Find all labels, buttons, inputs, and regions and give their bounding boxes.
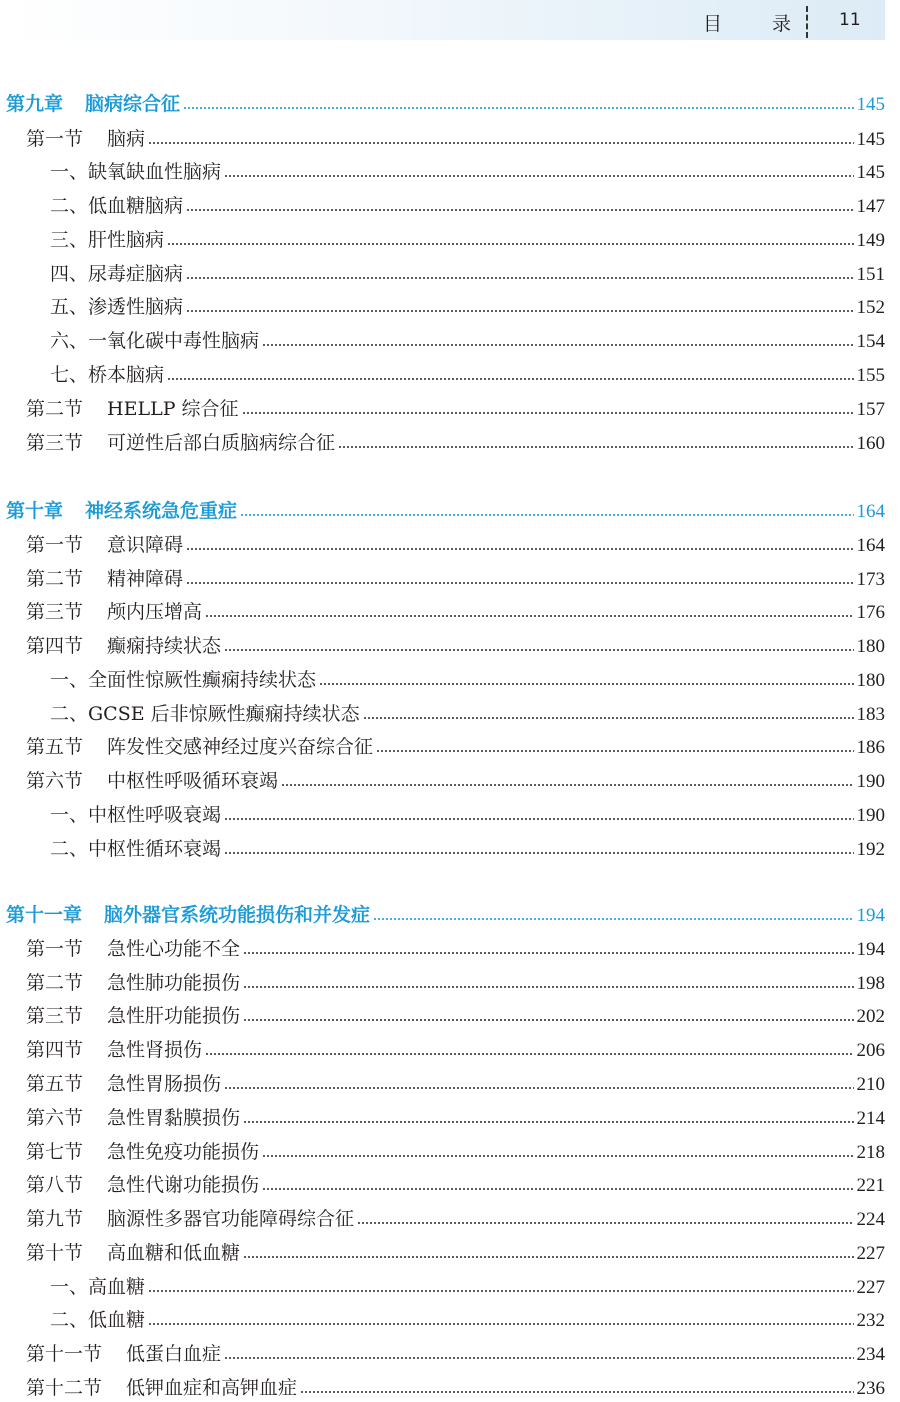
- toc-entry-title: 高血糖和低血糖: [107, 1242, 241, 1264]
- toc-entry-number: 第二节: [26, 398, 84, 420]
- toc-entry-label: [50, 800, 221, 827]
- dot-leader: [224, 852, 853, 854]
- header-title: 目 录: [703, 13, 814, 35]
- toc-entry-label: [26, 766, 278, 793]
- toc-page-number: 176: [856, 602, 885, 623]
- toc-entry-title: 七、桥本脑病: [50, 364, 165, 386]
- toc-entry-label: [26, 1339, 221, 1366]
- toc-entry-title: 可逆性后部白质脑病综合征: [107, 432, 336, 454]
- toc-entry-title: 二、GCSE 后非惊厥性癫痫持续状态: [50, 703, 360, 725]
- toc-entry-number: 第十一节: [26, 1343, 103, 1365]
- page-header: [5, 0, 885, 40]
- toc-chapter-row[interactable]: [6, 496, 885, 523]
- toc-item-row[interactable]: [50, 225, 885, 252]
- toc-entry-label: [26, 1137, 259, 1164]
- toc-section-row[interactable]: [26, 1373, 885, 1400]
- toc-entry-number: 第八节: [26, 1174, 84, 1196]
- toc-page-number: 155: [856, 365, 885, 386]
- toc-page-number: 202: [856, 1006, 885, 1027]
- toc-page-number: 232: [856, 1310, 885, 1331]
- toc-page-number: 227: [856, 1277, 885, 1298]
- dot-leader: [243, 1019, 853, 1021]
- dot-leader: [243, 1121, 853, 1123]
- toc-entry-title: 脑病综合征: [85, 93, 181, 115]
- dot-leader: [167, 243, 853, 245]
- toc-entry-number: 第十二节: [26, 1377, 103, 1399]
- toc-entry-label: [50, 292, 183, 319]
- toc-section-row[interactable]: [26, 1170, 885, 1197]
- toc-item-row[interactable]: [50, 1305, 885, 1332]
- toc-entry-title: 中枢性呼吸循环衰竭: [107, 770, 279, 792]
- toc-entry-title: 三、肝性脑病: [50, 229, 165, 251]
- toc-section-row[interactable]: [26, 1238, 885, 1265]
- toc-page-number: 160: [856, 433, 885, 454]
- toc-entry-label: [50, 665, 316, 692]
- dot-leader: [376, 750, 853, 752]
- dot-leader: [186, 548, 853, 550]
- dot-leader: [224, 175, 853, 177]
- toc-section-row[interactable]: [26, 1069, 885, 1096]
- dot-leader: [338, 446, 853, 448]
- toc-page-number: 214: [856, 1108, 885, 1129]
- toc-entry-title: 急性肺功能损伤: [107, 972, 241, 994]
- toc-item-row[interactable]: [50, 191, 885, 218]
- toc-chapter-row[interactable]: [6, 900, 885, 927]
- toc-item-row[interactable]: [50, 326, 885, 353]
- dot-leader: [262, 1188, 853, 1190]
- dot-leader: [243, 986, 853, 988]
- toc-page-number: 164: [856, 535, 885, 556]
- toc-entry-label: [26, 1373, 297, 1400]
- toc-entry-label: [26, 934, 240, 961]
- toc-entry-label: [50, 157, 221, 184]
- toc-entry-title: 六、一氧化碳中毒性脑病: [50, 330, 260, 352]
- toc-entry-title: 意识障碍: [107, 534, 184, 556]
- toc-item-row[interactable]: [50, 292, 885, 319]
- toc-entry-number: 第一节: [26, 938, 84, 960]
- toc-entry-label: [50, 191, 183, 218]
- toc-entry-label: [26, 1069, 221, 1096]
- toc-entry-title: 急性免疫功能损伤: [107, 1141, 260, 1163]
- toc-page-number: 224: [856, 1209, 885, 1230]
- toc-entry-title: 精神障碍: [107, 568, 184, 590]
- toc-page-number: 154: [856, 331, 885, 352]
- toc-entry-title: HELLP 综合征: [107, 398, 239, 420]
- toc-page-number: 145: [856, 162, 885, 183]
- toc-entry-label: [26, 1204, 354, 1231]
- toc-entry-title: 五、渗透性脑病: [50, 296, 184, 318]
- toc-entry-title: 二、低血糖脑病: [50, 195, 184, 217]
- toc-item-row[interactable]: [50, 699, 885, 726]
- toc-entry-number: 第五节: [26, 736, 84, 758]
- toc-page-number: 218: [856, 1142, 885, 1163]
- toc-item-row[interactable]: [50, 800, 885, 827]
- toc-entry-number: 第二节: [26, 568, 84, 590]
- dot-leader: [262, 1155, 853, 1157]
- toc-entry-title: 急性代谢功能损伤: [107, 1174, 260, 1196]
- toc-entry-label: [26, 394, 239, 421]
- toc-chapter-row[interactable]: [6, 89, 885, 116]
- dot-leader: [224, 1357, 853, 1359]
- toc-entry-title: 急性肝功能损伤: [107, 1005, 241, 1027]
- toc-page-number: 147: [856, 196, 885, 217]
- toc-entry-label: [26, 124, 145, 151]
- toc-entry-label: [50, 259, 183, 286]
- toc-entry-title: 急性胃黏膜损伤: [107, 1107, 241, 1129]
- toc-item-row[interactable]: [50, 834, 885, 861]
- toc-item-row[interactable]: [50, 360, 885, 387]
- toc-item-row[interactable]: [50, 1272, 885, 1299]
- toc-entry-label: [26, 1035, 202, 1062]
- toc-page-number: 149: [856, 230, 885, 251]
- toc-entry-label: [26, 732, 373, 759]
- toc-entry-title: 一、高血糖: [50, 1276, 146, 1298]
- toc-page-number: 180: [856, 636, 885, 657]
- dot-leader: [186, 277, 853, 279]
- toc-section-row[interactable]: [26, 1204, 885, 1231]
- toc-entry-number: 第三节: [26, 601, 84, 623]
- toc-entry-number: 第四节: [26, 1039, 84, 1061]
- toc-section-row[interactable]: [26, 1103, 885, 1130]
- dot-leader: [243, 1256, 853, 1258]
- toc-entry-number: 第七节: [26, 1141, 84, 1163]
- toc-section-row[interactable]: [26, 1339, 885, 1366]
- toc-entry-label: [50, 699, 360, 726]
- toc-section-row[interactable]: [26, 1137, 885, 1164]
- toc-page-number: 206: [856, 1040, 885, 1061]
- toc-entry-number: 第一节: [26, 128, 84, 150]
- toc-page-number: 157: [856, 399, 885, 420]
- dot-leader: [224, 649, 853, 651]
- toc-entry-title: 阵发性交感神经过度兴奋综合征: [107, 736, 374, 758]
- toc-entry-title: 一、全面性惊厥性癫痫持续状态: [50, 669, 317, 691]
- toc-entry-number: 第九节: [26, 1208, 84, 1230]
- toc-section-row[interactable]: [26, 968, 885, 995]
- toc-entry-title: 一、缺氧缺血性脑病: [50, 161, 222, 183]
- toc-page-number: 198: [856, 973, 885, 994]
- toc-entry-number: 第二节: [26, 972, 84, 994]
- dot-leader: [224, 818, 853, 820]
- toc-entry-label: [6, 89, 180, 116]
- toc-entry-title: 低蛋白血症: [126, 1343, 222, 1365]
- dot-leader: [319, 683, 853, 685]
- toc-entry-label: [26, 428, 335, 455]
- toc-section-row[interactable]: [26, 564, 885, 591]
- toc-item-row[interactable]: [50, 259, 885, 286]
- toc-section-row[interactable]: [26, 766, 885, 793]
- toc-entry-title: 癫痫持续状态: [107, 635, 222, 657]
- dot-leader: [224, 1087, 853, 1089]
- toc-entry-title: 神经系统急危重症: [85, 500, 238, 522]
- toc-entry-title: 急性肾损伤: [107, 1039, 203, 1061]
- toc-entry-title: 脑源性多器官功能障碍综合征: [107, 1208, 355, 1230]
- toc-entry-number: 第六节: [26, 1107, 84, 1129]
- toc-page-number: 183: [856, 704, 885, 725]
- dot-leader: [281, 784, 853, 786]
- toc-entry-number: 第三节: [26, 432, 84, 454]
- toc-page-number: 234: [856, 1344, 885, 1365]
- toc-entry-number: 第十一章: [6, 904, 83, 926]
- dot-leader: [186, 582, 853, 584]
- toc-section-row[interactable]: [26, 530, 885, 557]
- dot-leader: [363, 717, 854, 719]
- dot-leader: [148, 1290, 853, 1292]
- toc-entry-number: 第一节: [26, 534, 84, 556]
- toc-entry-label: [50, 360, 164, 387]
- toc-page-number: 173: [856, 569, 885, 590]
- toc-entry-label: [6, 900, 370, 927]
- toc-entry-label: [50, 1272, 145, 1299]
- toc-entry-number: 第五节: [26, 1073, 84, 1095]
- toc-entry-title: 急性胃肠损伤: [107, 1073, 222, 1095]
- toc-page-number: 190: [856, 771, 885, 792]
- toc-entry-label: [26, 564, 183, 591]
- toc-entry-number: 第三节: [26, 1005, 84, 1027]
- toc-page-number: 180: [856, 670, 885, 691]
- toc-section-row[interactable]: [26, 597, 885, 624]
- dot-leader: [186, 209, 853, 211]
- toc-entry-title: 脑病: [107, 128, 146, 150]
- dot-leader: [243, 952, 853, 954]
- toc-entry-label: [50, 225, 164, 252]
- dot-leader: [148, 142, 853, 144]
- dot-leader: [373, 918, 853, 920]
- toc-page-number: 145: [856, 129, 885, 150]
- toc-page-number: 236: [856, 1378, 885, 1399]
- toc-entry-number: 第十章: [6, 500, 64, 522]
- toc-entry-label: [26, 631, 221, 658]
- dot-leader: [262, 344, 853, 346]
- toc-page-number: 190: [856, 805, 885, 826]
- toc-page-number: 164: [856, 501, 885, 522]
- toc-entry-number: 第九章: [6, 93, 64, 115]
- toc-entry-title: 二、低血糖: [50, 1309, 146, 1331]
- dot-leader: [183, 107, 853, 109]
- toc-page-number: 151: [856, 264, 885, 285]
- toc-section-row[interactable]: [26, 934, 885, 961]
- toc-entry-number: 第四节: [26, 635, 84, 657]
- toc-page-number: 210: [856, 1074, 885, 1095]
- toc-page-number: 227: [856, 1243, 885, 1264]
- toc-entry-label: [26, 1103, 240, 1130]
- toc-entry-title: 颅内压增高: [107, 601, 203, 623]
- toc-entry-label: [26, 1238, 240, 1265]
- toc-page-number: 194: [856, 905, 885, 926]
- toc-entry-title: 急性心功能不全: [107, 938, 241, 960]
- toc-item-row[interactable]: [50, 157, 885, 184]
- header-page-number: 11: [839, 10, 861, 30]
- toc-item-row[interactable]: [50, 665, 885, 692]
- toc-page-number: 192: [856, 839, 885, 860]
- dot-leader: [205, 1053, 853, 1055]
- toc-entry-label: [50, 326, 259, 353]
- toc-page-number: 152: [856, 297, 885, 318]
- toc-entry-title: 四、尿毒症脑病: [50, 263, 184, 285]
- toc-section-row[interactable]: [26, 1001, 885, 1028]
- toc-section-row[interactable]: [26, 1035, 885, 1062]
- toc-page-number: 194: [856, 939, 885, 960]
- toc-page-number: 145: [856, 94, 885, 115]
- toc-entry-title: 一、中枢性呼吸衰竭: [50, 804, 222, 826]
- toc-section-row[interactable]: [26, 124, 885, 151]
- toc-entry-label: [6, 496, 237, 523]
- header-divider: [806, 6, 808, 38]
- dot-leader: [242, 412, 854, 414]
- toc-section-row[interactable]: [26, 428, 885, 455]
- dot-leader: [240, 514, 853, 516]
- dot-leader: [167, 378, 853, 380]
- toc-entry-label: [26, 1170, 259, 1197]
- dot-leader: [205, 615, 853, 617]
- dot-leader: [186, 310, 853, 312]
- toc-entry-label: [26, 1001, 240, 1028]
- toc-entry-title: 低钾血症和高钾血症: [126, 1377, 298, 1399]
- toc-section-row[interactable]: [26, 394, 885, 421]
- dot-leader: [357, 1222, 853, 1224]
- toc-section-row[interactable]: [26, 631, 885, 658]
- toc-entry-title: 二、中枢性循环衰竭: [50, 838, 222, 860]
- toc-entry-label: [26, 597, 202, 624]
- toc-section-row[interactable]: [26, 732, 885, 759]
- toc-entry-number: 第六节: [26, 770, 84, 792]
- toc-entry-label: [50, 1305, 145, 1332]
- dot-leader: [300, 1391, 853, 1393]
- toc-entry-label: [26, 968, 240, 995]
- toc-entry-label: [26, 530, 183, 557]
- toc-entry-title: 脑外器官系统功能损伤和并发症: [104, 904, 371, 926]
- toc-entry-number: 第十节: [26, 1242, 84, 1264]
- toc-page-number: 221: [856, 1175, 885, 1196]
- toc-page-number: 186: [856, 737, 885, 758]
- toc-entry-label: [50, 834, 221, 861]
- dot-leader: [148, 1323, 853, 1325]
